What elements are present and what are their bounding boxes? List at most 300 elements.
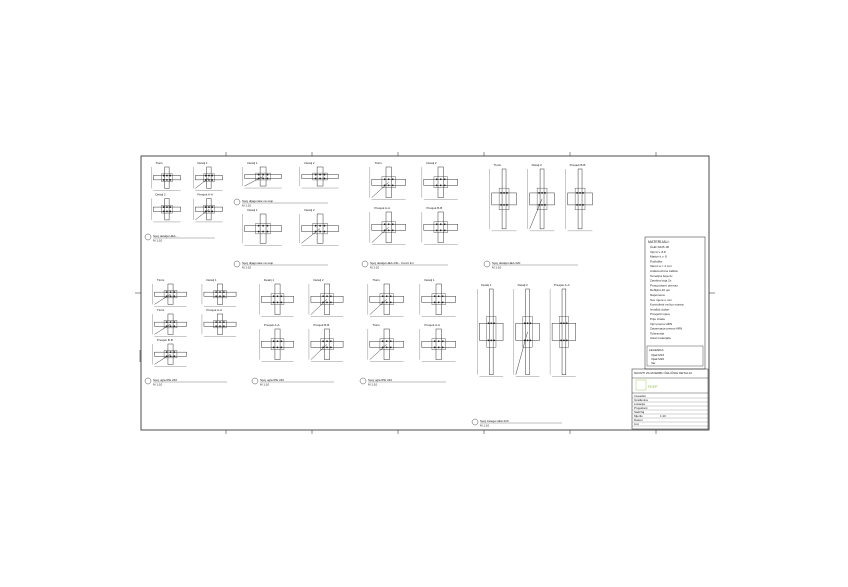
column-outline <box>207 167 211 188</box>
detail-caption: Spoj dijagonale na stup <box>242 199 274 203</box>
bolt <box>524 322 526 324</box>
detail-scale: M 1:10 <box>260 382 270 387</box>
bolt <box>384 223 386 225</box>
bolt <box>163 206 165 208</box>
bolt <box>267 231 269 233</box>
legend-title: LEGENDA: <box>649 348 665 352</box>
view-title: Detalj 1 <box>247 161 258 165</box>
bolt <box>170 291 172 293</box>
detail-caption: Spoj detalja HEA 220 <box>492 261 521 265</box>
bolt <box>173 325 175 327</box>
detail-marker <box>252 378 258 384</box>
bolt <box>267 174 269 176</box>
bolt <box>170 325 172 327</box>
detail-marker <box>234 199 240 205</box>
bolt <box>326 301 328 303</box>
note-line: Protupožarni premaz <box>650 283 678 288</box>
bolt <box>442 295 444 297</box>
note-line: Prije izrade <box>650 317 666 321</box>
bolt <box>211 206 213 208</box>
bolt <box>488 340 490 342</box>
bolt <box>530 340 532 342</box>
bolt <box>560 340 562 342</box>
bolt <box>444 178 446 180</box>
beam-outline <box>530 193 555 205</box>
detail-group <box>234 161 339 208</box>
bolt <box>436 223 438 225</box>
bolt <box>211 175 213 177</box>
bolt <box>223 325 225 327</box>
bolt <box>173 291 175 293</box>
bolt <box>205 206 207 208</box>
bolt <box>440 223 442 225</box>
title-row-label: Investitor <box>634 394 647 398</box>
bolt <box>566 322 568 324</box>
detail-marker <box>484 261 490 267</box>
view-title: Presjek A-A <box>263 323 280 327</box>
bolt <box>166 206 168 208</box>
bolt <box>544 204 546 206</box>
view-title: Presjek B-B <box>313 323 330 327</box>
view-title: Detalj 2 <box>304 161 315 165</box>
bolt <box>219 295 221 297</box>
beam-outline <box>552 323 576 340</box>
title-row-label: Građevina <box>634 398 648 402</box>
detail-group <box>360 278 456 387</box>
view-title: Detalj 2 <box>426 161 437 165</box>
bolt <box>322 340 324 342</box>
bolt <box>211 179 213 181</box>
note-line: Atest materijala <box>650 336 671 341</box>
bolt <box>392 223 394 225</box>
bolt <box>493 340 495 342</box>
note-line: Čelik S235 JR <box>650 245 670 249</box>
bolt <box>438 295 440 297</box>
detail-group <box>362 161 458 270</box>
legend-lines <box>651 353 664 365</box>
view-title: Detalj 1 <box>424 278 435 282</box>
bolt <box>324 225 326 227</box>
bolt <box>258 225 260 227</box>
legend-line: Vijak M20 <box>651 357 665 361</box>
bolt <box>170 321 172 323</box>
detail-scale: M 1:10 <box>370 265 380 270</box>
bolt <box>436 229 438 231</box>
bolt <box>438 340 440 342</box>
note-line: Provjeriti mjere <box>650 312 671 317</box>
notes-lines <box>650 244 684 340</box>
detail-group <box>145 161 223 243</box>
detail-group <box>472 283 576 428</box>
bolt <box>563 340 565 342</box>
bolt <box>390 301 392 303</box>
beam-outline <box>261 296 293 302</box>
beam-outline <box>424 224 458 230</box>
note-line: Podloške <box>650 259 663 264</box>
title-row-label: Mjerilo <box>634 414 643 418</box>
note-line: Varovi a = 4 mm <box>650 264 672 269</box>
column-outline <box>578 169 582 229</box>
detail-group <box>145 278 236 387</box>
view-title: Presjek A-A <box>553 283 570 287</box>
bolt <box>438 301 440 303</box>
bolt <box>166 351 168 353</box>
bolt <box>440 184 442 186</box>
detail-marker <box>145 234 151 240</box>
beam-outline <box>479 323 503 340</box>
bolt <box>262 231 264 233</box>
bolt <box>392 184 394 186</box>
bolt <box>386 346 388 348</box>
detail-marker <box>472 419 478 425</box>
bolt <box>280 301 282 303</box>
note-line: Vijci k.v. 8.8 <box>650 249 666 254</box>
bolt <box>163 210 165 212</box>
border-ticks <box>226 152 656 434</box>
bolt <box>382 340 384 342</box>
bolt <box>438 346 440 348</box>
detail-scale: M 1:10 <box>368 382 378 387</box>
detail-caption: Spoj ugla IPE 240 <box>153 378 178 382</box>
note-line: Temeljna boja 2x <box>650 273 673 278</box>
bolt <box>434 301 436 303</box>
bolt <box>211 210 213 212</box>
bolt <box>170 351 172 353</box>
bolt <box>527 322 529 324</box>
bolt <box>208 179 210 181</box>
view-title: Presjek B-B <box>426 206 443 210</box>
bolt <box>163 179 165 181</box>
bolt <box>544 192 546 194</box>
note-line: Kontrolirati na licu mjesta <box>650 302 684 307</box>
detail-scale: M 1:10 <box>492 265 502 270</box>
detail-caption: Spoj dijagonale na stup <box>242 261 274 265</box>
bolt <box>382 295 384 297</box>
column-outline <box>275 329 280 360</box>
column-outline <box>168 314 173 334</box>
bolt <box>166 321 168 323</box>
bolt <box>166 291 168 293</box>
note-line: Vijci prema HRN <box>650 321 673 326</box>
column-outline <box>562 289 566 375</box>
bolt <box>324 174 326 176</box>
detail-group <box>484 163 592 270</box>
title-row-label: List <box>634 422 639 426</box>
column-outline <box>436 329 441 360</box>
bolt <box>173 351 175 353</box>
detail-scale: M 1:10 <box>242 265 252 270</box>
bolt <box>170 355 172 357</box>
bolt <box>315 178 317 180</box>
bolt <box>530 322 532 324</box>
beam-outline <box>422 296 456 302</box>
title-heading: NACRTI ZA IZVEDBU ČELIČNIH DETALJA <box>634 371 693 375</box>
detail-caption: Spoj zatega HEA 220 <box>480 419 509 423</box>
view-title: Presjek A-A <box>424 323 441 327</box>
bolt <box>324 178 326 180</box>
bolt <box>541 192 543 194</box>
bolt <box>582 192 584 194</box>
bolt <box>173 321 175 323</box>
detail-marker <box>145 378 151 384</box>
view-title: Presjek B-B <box>156 338 173 342</box>
bolt <box>434 340 436 342</box>
view-title: Tloris <box>374 161 382 165</box>
bolt <box>434 346 436 348</box>
view-title: Tloris <box>156 308 165 312</box>
column-outline <box>436 284 441 315</box>
bolt <box>582 204 584 206</box>
bolt <box>169 179 171 181</box>
bolt <box>330 346 332 348</box>
column-outline <box>207 199 211 220</box>
column-outline <box>260 214 266 243</box>
bolt <box>315 174 317 176</box>
bolt <box>273 340 275 342</box>
bolt <box>490 340 492 342</box>
column-outline <box>168 284 173 304</box>
view-title: Tloris <box>372 278 380 282</box>
view-title: Presjek A-A <box>206 308 223 312</box>
bolt <box>560 322 562 324</box>
column-outline <box>438 212 443 243</box>
bolt <box>390 340 392 342</box>
title-row-label: Lokacija <box>634 402 646 406</box>
detail-scale: M 1:10 <box>480 423 490 428</box>
bolt <box>170 295 172 297</box>
bolt <box>319 178 321 180</box>
note-line: Završna boja 2x <box>650 278 672 283</box>
bolt <box>442 346 444 348</box>
notes-title: MATERIJALI: <box>648 240 670 244</box>
column-outline <box>502 169 506 229</box>
company-name: FEEP <box>648 385 658 389</box>
bolt <box>322 295 324 297</box>
title-row-value: 1:10 <box>660 414 666 418</box>
bolt <box>326 346 328 348</box>
bolt <box>273 301 275 303</box>
bolt <box>386 301 388 303</box>
bolt <box>223 321 225 323</box>
bolt <box>215 295 217 297</box>
bolt <box>506 204 508 206</box>
column-outline <box>317 167 323 186</box>
bolt <box>280 346 282 348</box>
note-line: Sve mjere u mm <box>650 297 672 302</box>
detail-caption: Spoj ugla IPE 240 <box>368 378 393 382</box>
bolt <box>493 322 495 324</box>
title-block <box>632 369 708 429</box>
detail-scale: M 1:10 <box>153 382 163 387</box>
bolt <box>319 225 321 227</box>
note-line: Zavarivanje prema HRN <box>650 326 683 331</box>
bolt <box>541 204 543 206</box>
bolt <box>330 301 332 303</box>
bolt <box>434 295 436 297</box>
bolt <box>277 295 279 297</box>
bolt <box>563 322 565 324</box>
bolt <box>319 231 321 233</box>
bolt <box>442 340 444 342</box>
detail-marker <box>360 378 366 384</box>
legend-line: Vijak M16 <box>651 353 665 357</box>
detail-group <box>252 278 343 387</box>
bolt <box>384 178 386 180</box>
bolt <box>258 174 260 176</box>
bolt <box>440 229 442 231</box>
end-plate <box>487 316 496 347</box>
bolt <box>503 192 505 194</box>
note-line: Matice k.v. 8 <box>650 254 667 259</box>
view-title: Tloris <box>155 161 163 165</box>
details-layer <box>145 161 592 428</box>
note-line: Izvođač dužan <box>650 307 670 312</box>
view-title: Detalj 1 <box>197 161 208 165</box>
view-title: Detalj 1 <box>263 278 275 282</box>
bolt <box>440 178 442 180</box>
bolt <box>208 210 210 212</box>
bolt <box>500 192 502 194</box>
detail-scale: M 1:10 <box>153 238 163 243</box>
end-plate <box>559 316 568 347</box>
bolt <box>277 301 279 303</box>
bolt <box>215 291 217 293</box>
bolt <box>436 178 438 180</box>
bolt <box>388 178 390 180</box>
bolt <box>500 204 502 206</box>
bolt <box>388 184 390 186</box>
detail-group <box>234 208 339 270</box>
bolt <box>277 346 279 348</box>
column-outline <box>217 314 222 334</box>
bolt <box>388 223 390 225</box>
column-outline <box>489 289 493 375</box>
bolt <box>315 225 317 227</box>
bolt <box>273 295 275 297</box>
beam-outline <box>424 179 458 185</box>
bolt <box>506 192 508 194</box>
bolt <box>173 295 175 297</box>
bolt <box>208 175 210 177</box>
bolt <box>262 225 264 227</box>
title-row-label: Projektant <box>634 406 648 410</box>
bolt <box>488 322 490 324</box>
detail-caption: Spoj detalja HEA 240 - čvorni lim <box>370 261 414 265</box>
view-title: Detalj 1 <box>206 278 217 282</box>
detail-caption: Spoj ugla IPE 240 <box>260 378 285 382</box>
bolt <box>262 174 264 176</box>
bolt <box>579 204 581 206</box>
bolt <box>267 225 269 227</box>
bolt <box>319 174 321 176</box>
bolt <box>280 295 282 297</box>
note-line: Napomena <box>650 293 665 297</box>
beam-outline <box>492 193 517 205</box>
bolt <box>444 229 446 231</box>
detail-marker <box>234 261 240 267</box>
view-title: Presjek A-A <box>197 192 214 197</box>
bolt <box>390 295 392 297</box>
bolt <box>392 178 394 180</box>
bolt <box>436 184 438 186</box>
bolt <box>538 192 540 194</box>
bolt <box>330 340 332 342</box>
bolt <box>576 192 578 194</box>
bolt <box>273 346 275 348</box>
view-title: Detalj 2 <box>517 283 528 287</box>
bolt <box>490 322 492 324</box>
bolt <box>503 204 505 206</box>
bolt <box>166 179 168 181</box>
bolt <box>258 231 260 233</box>
bolt <box>223 295 225 297</box>
bolt <box>326 340 328 342</box>
bolt <box>169 175 171 177</box>
bolt <box>166 175 168 177</box>
bolt <box>215 325 217 327</box>
end-plate <box>575 188 585 210</box>
title-row-label: Sadržaj <box>634 410 645 414</box>
bolt <box>326 295 328 297</box>
bolt <box>527 340 529 342</box>
view-title: Presjek B-B <box>569 163 586 167</box>
note-line: Debljina 40 µm <box>650 288 671 293</box>
bolt <box>324 231 326 233</box>
view-title: Detalj 2 <box>155 192 166 197</box>
bolt <box>223 291 225 293</box>
bolt <box>173 355 175 357</box>
note-line: Antikorozivna zaštita <box>650 269 678 273</box>
bolt <box>386 340 388 342</box>
column-outline <box>275 284 280 315</box>
legend-line: Var <box>651 361 656 365</box>
title-row-label: Datum <box>634 418 643 422</box>
bolt <box>442 301 444 303</box>
view-title: Detalj 1 <box>481 283 492 287</box>
bolt <box>444 223 446 225</box>
bolt <box>215 321 217 323</box>
bolt <box>277 340 279 342</box>
column-outline <box>165 199 169 220</box>
title-block-rows <box>632 394 708 426</box>
bolt <box>579 192 581 194</box>
beam-outline <box>568 193 593 205</box>
bolt <box>576 204 578 206</box>
bolt <box>169 210 171 212</box>
note-line: Tolerancije <box>650 331 665 336</box>
end-plate <box>499 188 509 210</box>
sheet-border <box>141 156 709 430</box>
bolt <box>267 178 269 180</box>
column-outline <box>217 284 222 304</box>
detail-marker <box>362 261 368 267</box>
notes-panel <box>645 237 705 369</box>
view-title: Tloris <box>493 163 501 167</box>
bolt <box>205 175 207 177</box>
company-logo <box>636 380 646 390</box>
bolt <box>444 184 446 186</box>
bolt <box>208 206 210 208</box>
bolt <box>166 210 168 212</box>
bolt <box>566 340 568 342</box>
column-outline <box>165 167 169 188</box>
view-title: Detalj 1 <box>247 208 258 212</box>
view-title: Tloris <box>156 278 165 282</box>
bolt <box>169 206 171 208</box>
view-title: Tloris <box>372 323 380 327</box>
bolt <box>219 325 221 327</box>
beam-outline <box>261 341 293 347</box>
